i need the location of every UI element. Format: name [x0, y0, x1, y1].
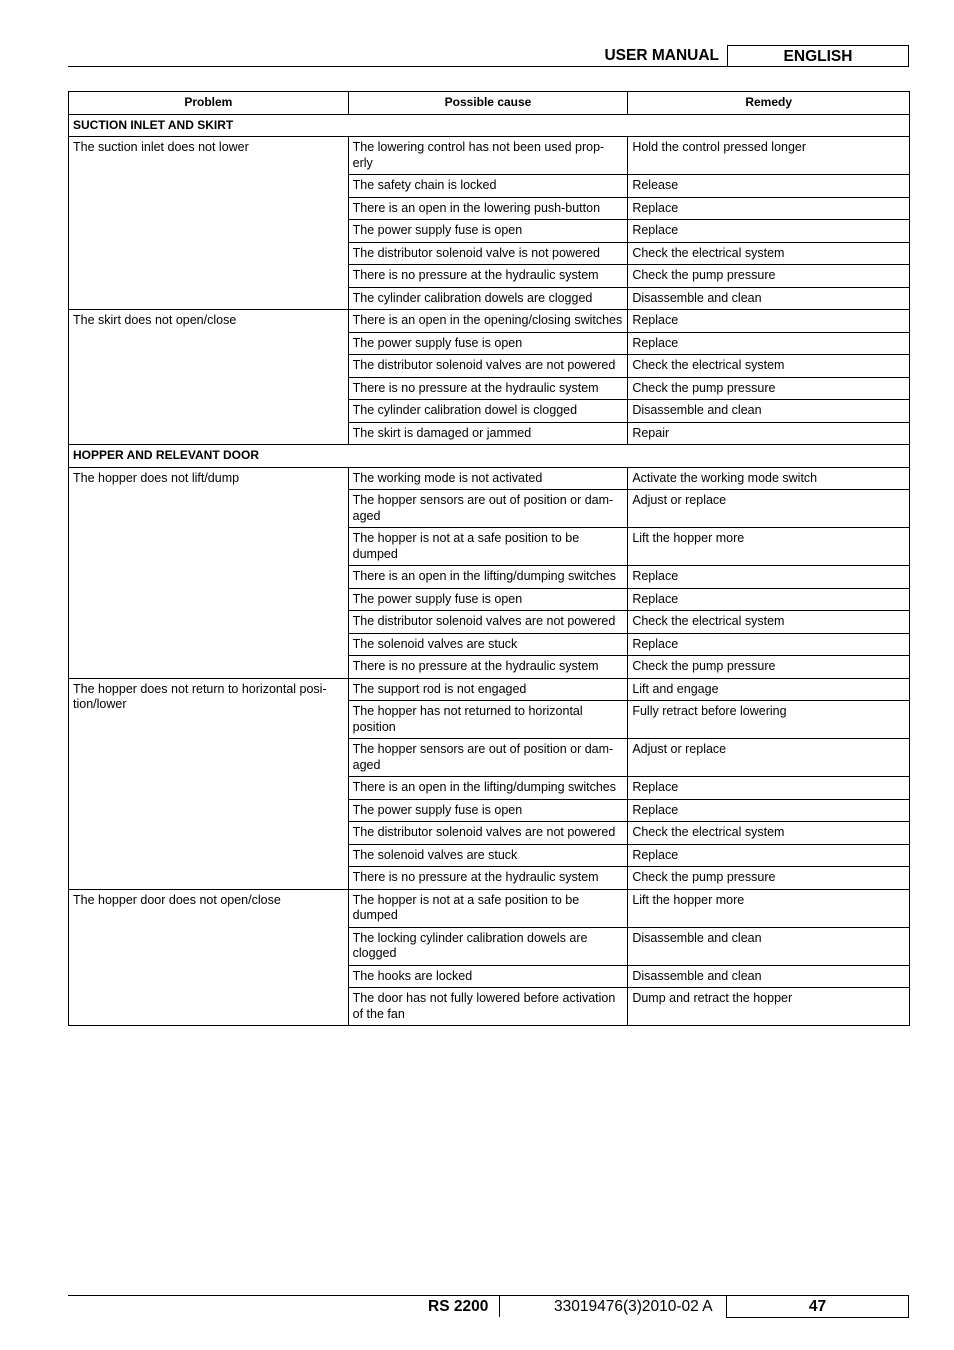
remedy-cell: Check the electrical system: [628, 242, 910, 265]
page-footer: [68, 1295, 909, 1319]
remedy-cell: Hold the control pressed longer: [628, 137, 910, 175]
remedy-cell: Check the pump pressure: [628, 867, 910, 890]
remedy-cell: Check the electrical system: [628, 822, 910, 845]
header-rule: [68, 66, 909, 67]
cause-cell: The hopper is not at a safe position to be dumped: [348, 528, 628, 566]
remedy-cell: Replace: [628, 566, 910, 589]
cause-cell: There is an open in the lowering push-button: [348, 197, 628, 220]
table-row: [69, 137, 910, 175]
cause-cell: The door has not fully lowered before activation of the fan: [348, 988, 628, 1026]
troubleshooting-table: [68, 91, 910, 1026]
cause-cell: The solenoid valves are stuck: [348, 844, 628, 867]
cause-cell: The distributor solenoid valves are not powered: [348, 611, 628, 634]
table-header-row: [69, 92, 910, 115]
remedy-cell: Disassemble and clean: [628, 927, 910, 965]
remedy-cell: Replace: [628, 633, 910, 656]
cause-cell: The cylinder calibration dowel is clogged: [348, 400, 628, 423]
cause-cell: The solenoid valves are stuck: [348, 633, 628, 656]
cause-cell: There is no pressure at the hydraulic system: [348, 656, 628, 679]
section-title: SUCTION INLET AND SKIRT: [69, 114, 910, 137]
remedy-cell: Release: [628, 175, 910, 198]
language-label: ENGLISH: [727, 45, 909, 66]
remedy-cell: Check the pump pressure: [628, 377, 910, 400]
remedy-cell: Activate the working mode switch: [628, 467, 910, 490]
table-row: [69, 467, 910, 490]
cause-cell: The skirt is damaged or jammed: [348, 422, 628, 445]
page-header: [68, 45, 909, 67]
remedy-cell: Disassemble and clean: [628, 287, 910, 310]
cause-cell: There is an open in the lifting/dumping switches: [348, 777, 628, 800]
remedy-cell: Lift the hopper more: [628, 528, 910, 566]
column-header-problem: Problem: [69, 92, 349, 115]
cause-cell: The power supply fuse is open: [348, 332, 628, 355]
remedy-cell: Replace: [628, 777, 910, 800]
cause-cell: The power supply fuse is open: [348, 799, 628, 822]
cause-cell: There is an open in the lifting/dumping switches: [348, 566, 628, 589]
problem-cell: The suction inlet does not lower: [69, 137, 349, 310]
cause-cell: There is no pressure at the hydraulic system: [348, 265, 628, 288]
cause-cell: The support rod is not engaged: [348, 678, 628, 701]
section-title: HOPPER AND RELEVANT DOOR: [69, 445, 910, 468]
cause-cell: There is no pressure at the hydraulic system: [348, 867, 628, 890]
cause-cell: The power supply fuse is open: [348, 588, 628, 611]
remedy-cell: Check the pump pressure: [628, 265, 910, 288]
remedy-cell: Disassemble and clean: [628, 400, 910, 423]
cause-cell: The locking cylinder calibration dowels are clogged: [348, 927, 628, 965]
cause-cell: The hopper is not at a safe position to be dumped: [348, 889, 628, 927]
problem-cell: The skirt does not open/close: [69, 310, 349, 445]
cause-cell: The working mode is not activated: [348, 467, 628, 490]
cause-cell: The distributor solenoid valve is not powered: [348, 242, 628, 265]
manual-title: USER MANUAL: [604, 47, 719, 64]
cause-cell: The hopper sensors are out of position or dam-aged: [348, 739, 628, 777]
cause-cell: The hopper sensors are out of position or dam-aged: [348, 490, 628, 528]
remedy-cell: Adjust or replace: [628, 739, 910, 777]
cause-cell: The hooks are locked: [348, 965, 628, 988]
remedy-cell: Disassemble and clean: [628, 965, 910, 988]
document-code: 33019476(3)2010-02 A: [554, 1298, 713, 1315]
table-row: [69, 889, 910, 927]
problem-cell: The hopper does not return to horizontal posi-tion/lower: [69, 678, 349, 889]
remedy-cell: Repair: [628, 422, 910, 445]
page-number: 47: [726, 1295, 909, 1318]
cause-cell: The power supply fuse is open: [348, 220, 628, 243]
cause-cell: There is no pressure at the hydraulic system: [348, 377, 628, 400]
cause-cell: There is an open in the opening/closing switches: [348, 310, 628, 333]
remedy-cell: Adjust or replace: [628, 490, 910, 528]
remedy-cell: Lift the hopper more: [628, 889, 910, 927]
section-row: [69, 114, 910, 137]
cause-cell: The distributor solenoid valves are not powered: [348, 822, 628, 845]
table-row: [69, 310, 910, 333]
cause-cell: The safety chain is locked: [348, 175, 628, 198]
cause-cell: The hopper has not returned to horizontal position: [348, 701, 628, 739]
column-header-remedy: Remedy: [628, 92, 910, 115]
remedy-cell: Replace: [628, 220, 910, 243]
remedy-cell: Replace: [628, 197, 910, 220]
remedy-cell: Lift and engage: [628, 678, 910, 701]
remedy-cell: Replace: [628, 310, 910, 333]
remedy-cell: Replace: [628, 332, 910, 355]
problem-cell: The hopper does not lift/dump: [69, 467, 349, 678]
table-row: [69, 678, 910, 701]
remedy-cell: Fully retract before lowering: [628, 701, 910, 739]
remedy-cell: Replace: [628, 844, 910, 867]
cause-cell: The lowering control has not been used prop-erly: [348, 137, 628, 175]
cause-cell: The distributor solenoid valves are not powered: [348, 355, 628, 378]
cause-cell: The cylinder calibration dowels are clogged: [348, 287, 628, 310]
table-body: [69, 114, 910, 1026]
problem-cell: The hopper door does not open/close: [69, 889, 349, 1026]
remedy-cell: Check the electrical system: [628, 355, 910, 378]
footer-divider: [499, 1295, 500, 1317]
remedy-cell: Check the pump pressure: [628, 656, 910, 679]
remedy-cell: Replace: [628, 799, 910, 822]
section-row: [69, 445, 910, 468]
remedy-cell: Check the electrical system: [628, 611, 910, 634]
column-header-cause: Possible cause: [348, 92, 628, 115]
remedy-cell: Dump and retract the hopper: [628, 988, 910, 1026]
model-name: RS 2200: [428, 1298, 489, 1315]
remedy-cell: Replace: [628, 588, 910, 611]
